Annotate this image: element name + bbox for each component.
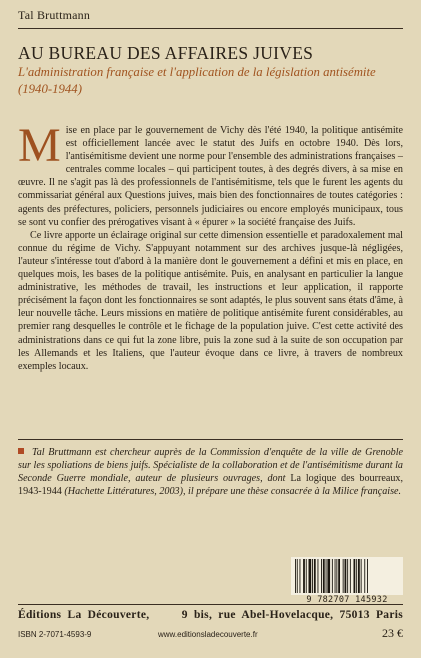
barcode-bar: [347, 559, 348, 593]
barcode-bar: [343, 559, 344, 593]
publisher-line: [18, 609, 403, 621]
bio-book-title: La logique des bourreaux, 1943-1944: [18, 473, 403, 498]
blurb-paragraph-1-text: ise en place par le gouvernement de Vichy dès l'été 1940, la politique antisémite est officiellement lancée avec le statut des Juifs en octobre 1940. Dès lors, l'antisémitisme devient une norme pour l'ensemble des administrations françaises – centrales comme locales – qui participent toutes, à des degrés divers, à sa mise en œuvre. Il ne s'agit pas là des professionnels de l'antisémitisme, tels que le furent les agents du commissariat général aux Questions juives, mais bien des fonctionnaires de toutes catégories : agents des préfectures, policiers, personnels judiciaires ou encore employés municipaux, tous se sont vu confier des prérogatives visant à « épurer » la société française des Juifs.: [18, 125, 403, 228]
barcode-bar: [306, 559, 307, 593]
bio-text-1: Tal Bruttmann est chercheur auprès de la Commission d'enquête de la ville de Grenoble sur les spoliations de biens juifs. Spécialiste de la collaboration et de l'antisémitisme durant la Seconde Guerre mondiale, auteur de plusieurs ouvrages, dont: [18, 447, 403, 485]
middle-rule: [18, 439, 403, 440]
barcode-bar: [361, 559, 362, 593]
barcode: [291, 557, 403, 595]
price: 23 €: [382, 626, 403, 640]
barcode-bar: [345, 559, 347, 593]
blurb-paragraph-1: [18, 119, 403, 229]
barcode-bar: [358, 559, 360, 593]
barcode-bar: [336, 559, 337, 593]
bottom-rule: [18, 604, 403, 605]
barcode-bar: [309, 559, 312, 593]
blurb-paragraph-2: Ce livre apporte un éclairage original sur cette dimension essentielle et paradoxalement mal connue du régime de Vichy. S'appuyant notamment sur des archives jusque-là négligées, l'auteur s'intéresse tout d'abord à la manière dont le gouvernement a défini et mis en place, en quelques mois, les bases de la politique antisémite. Puis, en analysant en particulier la langue administrative, les méthodes de travail, les instructions et leur application, il rapporte précisément la façon dont les fonctionnaires se sont adaptés, le plus souvent sans états d'âme, à leur nouvelle tâche. Leurs missions en matière de politique antisémite furent considérables, au premier rang desquelles le contrôle et le fichage de la population juive. C'est cette activité des administrations dans ce qui fut la zone libre, puis la zone sud à la suite de son occupation par les Allemands et les Italiens, que l'auteur évoque dans ce livre, à travers de nombreux exemples locaux.: [18, 229, 403, 372]
subtitle-dates: (1940-1944): [18, 81, 82, 96]
top-rule: [18, 28, 403, 29]
barcode-bar: [338, 559, 340, 593]
barcode-bar: [323, 559, 325, 593]
website: www.editionsladecouverte.fr: [158, 630, 258, 639]
book-subtitle: [18, 64, 403, 97]
barcode-bar: [314, 559, 316, 593]
barcode-bar: [364, 559, 365, 593]
barcode-bar: [303, 559, 305, 593]
barcode-bar: [312, 559, 313, 593]
barcode-bar: [335, 559, 336, 593]
barcode-bar: [321, 559, 322, 593]
author-bio: [18, 446, 403, 498]
barcode-number: 9 782707 145932: [306, 595, 388, 605]
barcode-bar: [356, 559, 357, 593]
isbn: ISBN 2-7071-4593-9: [18, 630, 92, 639]
publisher-name: Éditions La Découverte,: [18, 609, 150, 621]
back-cover-blurb: [18, 119, 403, 373]
barcode-bar: [318, 559, 319, 593]
barcode-bar: [295, 559, 296, 593]
drop-cap: M: [18, 119, 61, 172]
bio-text-2: (Hachette Littératures, 2003), il prépare une thèse consacrée à la Milice française.: [61, 486, 402, 498]
subtitle-line-1: L'administration française et l'application de la législation antisémite: [18, 65, 376, 79]
barcode-bar: [350, 559, 351, 593]
bullet-square-icon: [18, 448, 24, 454]
barcode-bar: [332, 559, 333, 593]
publisher-address: 9 bis, rue Abel-Hovelacque, 75013 Paris: [181, 609, 403, 621]
barcode-bar: [326, 559, 327, 593]
book-title: AU BUREAU DES AFFAIRES JUIVES: [18, 43, 314, 63]
barcode-bar: [297, 559, 298, 593]
barcode-bar: [367, 559, 368, 593]
author-name: Tal Bruttmann: [18, 8, 91, 22]
barcode-bar: [327, 559, 330, 593]
barcode-bar: [354, 559, 356, 593]
barcode-bar: [300, 559, 301, 593]
